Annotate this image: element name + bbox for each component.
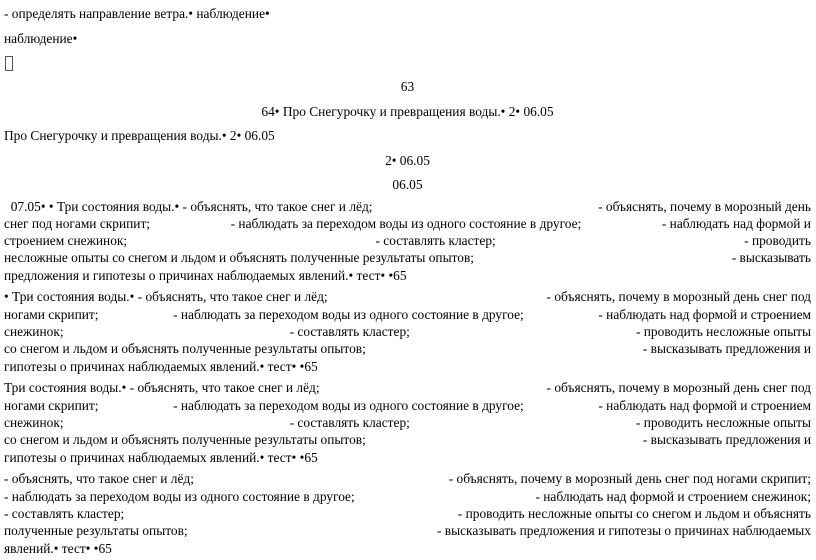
paragraph-line [4, 215, 811, 232]
lesson-paragraph-1 [4, 198, 811, 284]
text-segment: 07.05• • Три состояния воды.• - объяснять, что такое снег и лёд; [4, 198, 373, 214]
text-segment: ногами скрипит; [4, 397, 99, 413]
text-segment: - высказывать предложения и [642, 432, 811, 448]
text-segment: - высказывать предложения и [642, 341, 811, 357]
text-segment: - наблюдать за переходом воды из одного состояние в другое; [4, 488, 355, 504]
lesson-paragraph-4 [4, 470, 811, 556]
text-segment: - проводить несложные опыты [635, 415, 811, 431]
text-segment: снежинок; [4, 415, 64, 431]
object-placeholder-box [5, 56, 13, 71]
lesson-row-line: 64• Про Снегурочку и превращения воды.• 2• 06.05 [261, 103, 554, 119]
paragraph-line [4, 267, 811, 284]
text-segment: предложения и гипотезы о причинах наблюдаемых явлений.• тест• •65 [4, 267, 407, 283]
paragraph-line [4, 431, 811, 448]
text-segment: гипотезы о причинах наблюдаемых явлений.• тест• •65 [4, 358, 318, 374]
paragraph-line [4, 505, 811, 522]
paragraph-line [4, 198, 811, 215]
paragraph-line [4, 414, 811, 431]
text-segment: - объяснять, что такое снег и лёд; [4, 471, 194, 487]
paragraph-line [4, 397, 811, 414]
paragraph-line [4, 249, 811, 266]
date-line: 06.05 [392, 177, 423, 192]
text-segment: явлений.• тест• •65 [4, 540, 112, 556]
text-segment: - составлять кластер; [289, 324, 410, 340]
lesson-title-line: Про Снегурочку и превращения воды.• 2• 06.05 [4, 128, 275, 143]
text-segment: несложные опыты со снегом и льдом и объяснять полученные результаты опытов; [4, 250, 475, 266]
lesson-meta-line: 2• 06.05 [385, 152, 430, 168]
text-segment: - составлять кластер; [4, 506, 125, 522]
lesson-paragraph-2 [4, 288, 811, 374]
text-segment: - проводить несложные опыты со снегом и льдом и объяснять [457, 506, 811, 522]
list-item-line: - определять направление ветра.• наблюдение• [4, 6, 270, 21]
text-segment: ногами скрипит; [4, 306, 99, 322]
paragraph-line [4, 340, 811, 357]
text-segment: - наблюдать над формой и строением снежинок; [535, 488, 811, 504]
text-segment: - объяснять, почему в морозный день [598, 198, 811, 214]
text-segment: - высказывать предложения и гипотезы о причинах наблюдаемых [436, 523, 811, 539]
text-segment: снежинок; [4, 324, 64, 340]
text-segment: - составлять кластер; [375, 233, 496, 249]
text-segment: - наблюдать над формой и строением [598, 397, 811, 413]
paragraph-line [4, 379, 811, 396]
text-segment: строением снежинок; [4, 233, 128, 249]
paragraph-line [4, 449, 811, 466]
paragraph-line [4, 306, 811, 323]
paragraph-line [4, 288, 811, 305]
text-segment: - проводить несложные опыты [635, 324, 811, 340]
text-segment: Три состояния воды.• - объяснять, что такое снег и лёд; [4, 380, 320, 396]
paragraph-line [4, 540, 811, 557]
text-segment: • Три состояния воды.• - объяснять, что такое снег и лёд; [4, 289, 328, 305]
text-segment: - объяснять, почему в морозный день снег под [546, 289, 811, 305]
text-segment: со снегом и льдом и объяснять полученные результаты опытов; [4, 432, 366, 448]
lesson-paragraph-3 [4, 379, 811, 465]
text-segment: снег под ногами скрипит; [4, 215, 151, 231]
text-segment: гипотезы о причинах наблюдаемых явлений.• тест• •65 [4, 449, 318, 465]
paragraph-line [4, 488, 811, 505]
text-segment: - наблюдать за переходом воды из одного состояние в другое; [173, 397, 524, 413]
page-number: 63 [400, 79, 415, 94]
text-line: наблюдение• [4, 30, 78, 46]
paragraph-line [4, 522, 811, 539]
text-segment: - проводить [744, 233, 811, 249]
text-segment: со снегом и льдом и объяснять полученные результаты опытов; [4, 341, 366, 357]
text-segment: - составлять кластер; [289, 415, 410, 431]
paragraph-line [4, 232, 811, 249]
text-segment: полученные результаты опытов; [4, 523, 188, 539]
paragraph-line [4, 358, 811, 375]
paragraph-line [4, 323, 811, 340]
text-segment: - наблюдать за переходом воды из одного состояние в другое; [230, 215, 582, 231]
text-segment: - объяснять, почему в морозный день снег под ногами скрипит; [448, 471, 811, 487]
text-segment: - высказывать [731, 250, 811, 266]
text-segment: - наблюдать за переходом воды из одного состояние в другое; [173, 306, 524, 322]
text-segment: - наблюдать над формой и строением [598, 306, 811, 322]
paragraph-line [4, 470, 811, 487]
text-segment: - наблюдать над формой и [661, 215, 811, 231]
text-segment: - объяснять, почему в морозный день снег под [546, 380, 811, 396]
